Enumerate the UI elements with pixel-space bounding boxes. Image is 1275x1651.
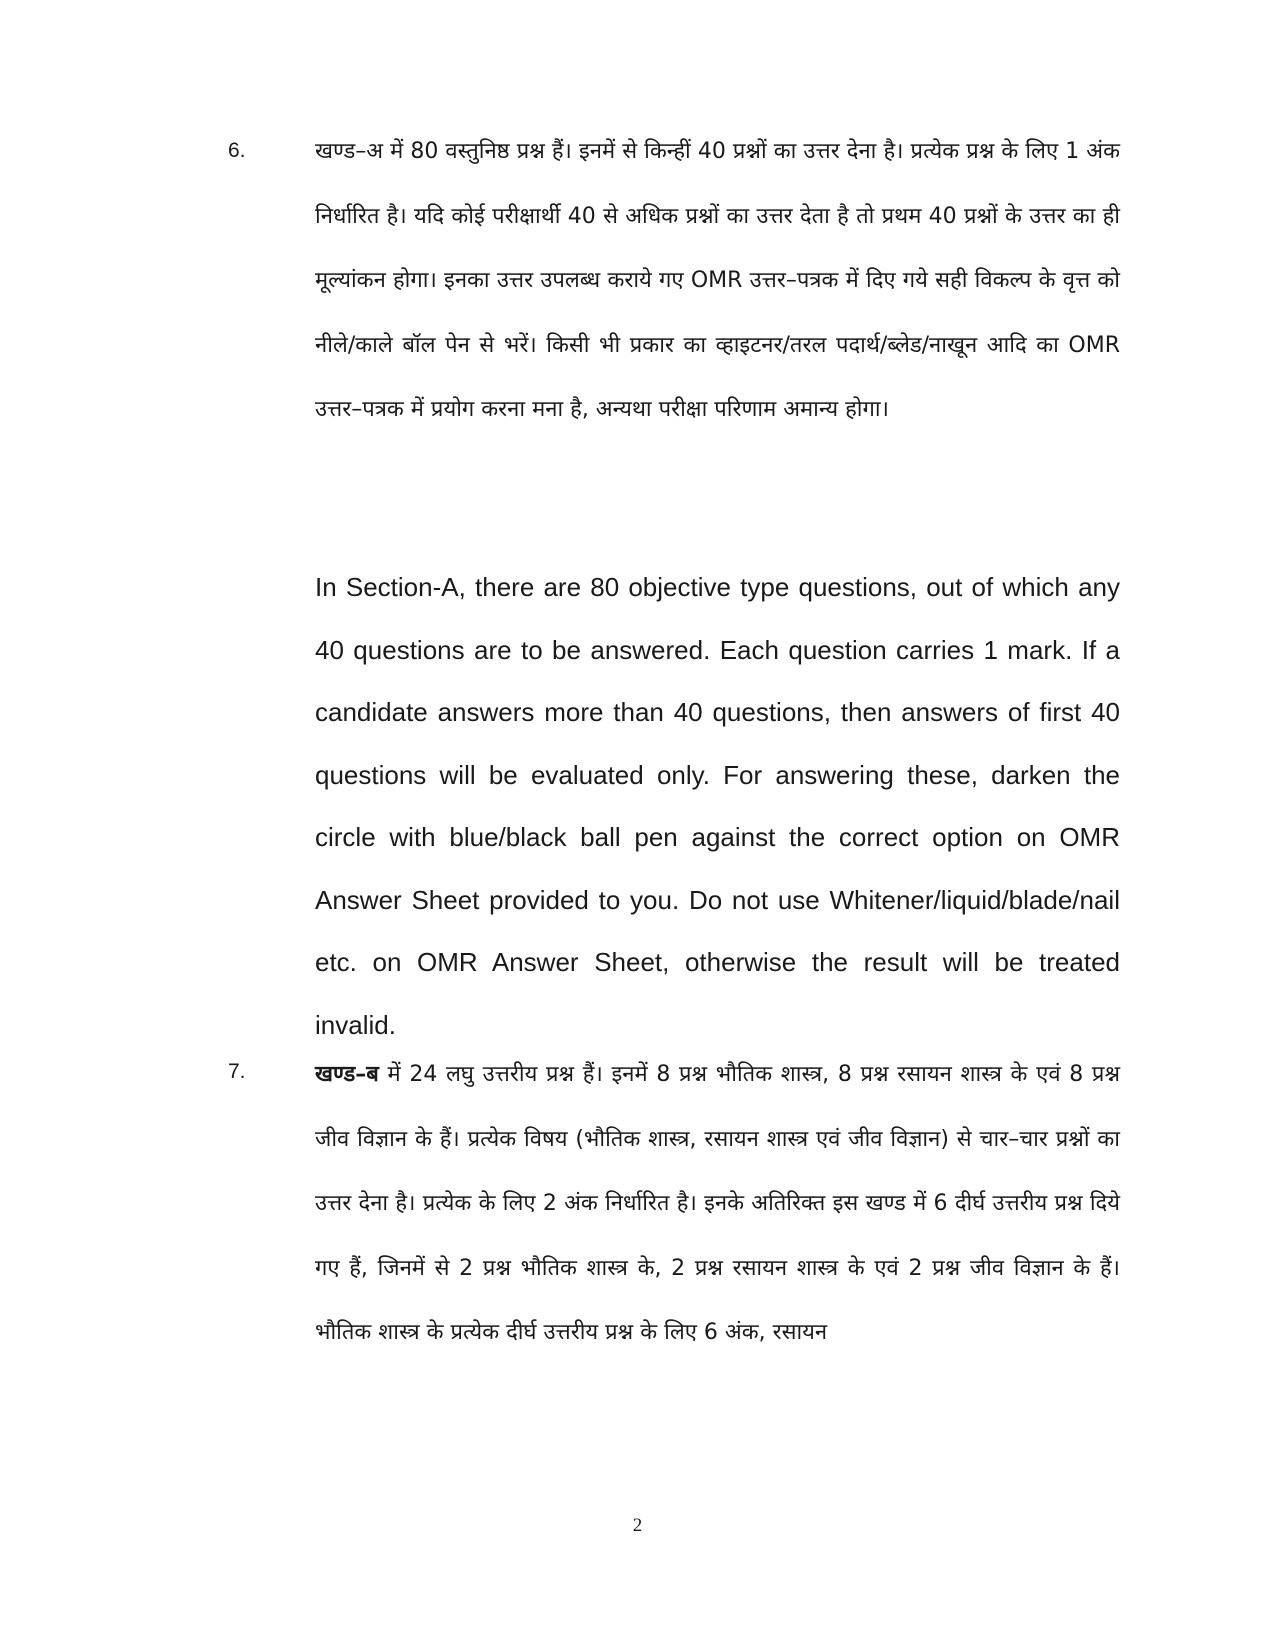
hindi-paragraph xyxy=(315,1043,1120,1366)
page-number: 2 xyxy=(632,1515,643,1536)
section-b-label: खण्ड–ब xyxy=(315,1062,379,1087)
item-number: 7. xyxy=(228,1060,246,1083)
hindi-paragraph: खण्ड–अ में 80 वस्तुनिष्ठ प्रश्न हैं। इनमें से किन्हीं 40 प्रश्नों का उत्तर देना है। प्रत्येक प्रश्न के लिए 1 अंक निर्धारित है। यदि कोई परीक्षार्थी 40 से अधिक प्रश्नों का उत्तर देता है तो प्रथम 40 प्रश्नों के उत्तर का ही मूल्यांकन होगा। इनका उत्तर उपलब्ध कराये गए OMR उत्तर–पत्रक में दिए गये सही विकल्प के वृत्त को नीले/काले बॉल पेन से भरें। किसी भी प्रकार का व्हाइटनर/तरल पदार्थ/ब्लेड/नाखून आदि का OMR उत्तर–पत्रक में प्रयोग करना मना है, अन्यथा परीक्षा परिणाम अमान्य होगा। xyxy=(315,139,1120,422)
hindi-paragraph-text: में 24 लघु उत्तरीय प्रश्न हैं। इनमें 8 प्रश्न भौतिक शास्त्र, 8 प्रश्न रसायन शास्त्र के एवं 8 प्रश्न जीव विज्ञान के हैं। प्रत्येक विषय (भौतिक शास्त्र, रसायन शास्त्र एवं जीव विज्ञान) से चार–चार प्रश्नों का उत्तर देना है। प्रत्येक के लिए 2 अंक निर्धारित है। इनके अतिरिक्त इस खण्ड में 6 दीर्घ उत्तरीय प्रश्न दिये गए हैं, जिनमें से 2 प्रश्न भौतिक शास्त्र के, 2 प्रश्न रसायन शास्त्र के एवं 2 प्रश्न जीव विज्ञान के हैं। भौतिक शास्त्र के प्रत्येक दीर्घ उत्तरीय प्रश्न के लिए 6 अंक, रसायन xyxy=(315,1062,1120,1345)
item-number: 6. xyxy=(228,139,246,162)
english-paragraph: In Section-A, there are 80 objective type questions, out of which any 40 questions are to be answered. Each question carries 1 mark. If a candidate answers more than 40 questions, then answers of first 40 questions will be evaluated only. For answering these, darken the circle with blue/black ball pen against the correct option on OMR Answer Sheet provided to you. Do not use Whitener/liquid/blade/nail etc. on OMR Answer Sheet, otherwise the result will be treated invalid. xyxy=(315,572,1120,1040)
